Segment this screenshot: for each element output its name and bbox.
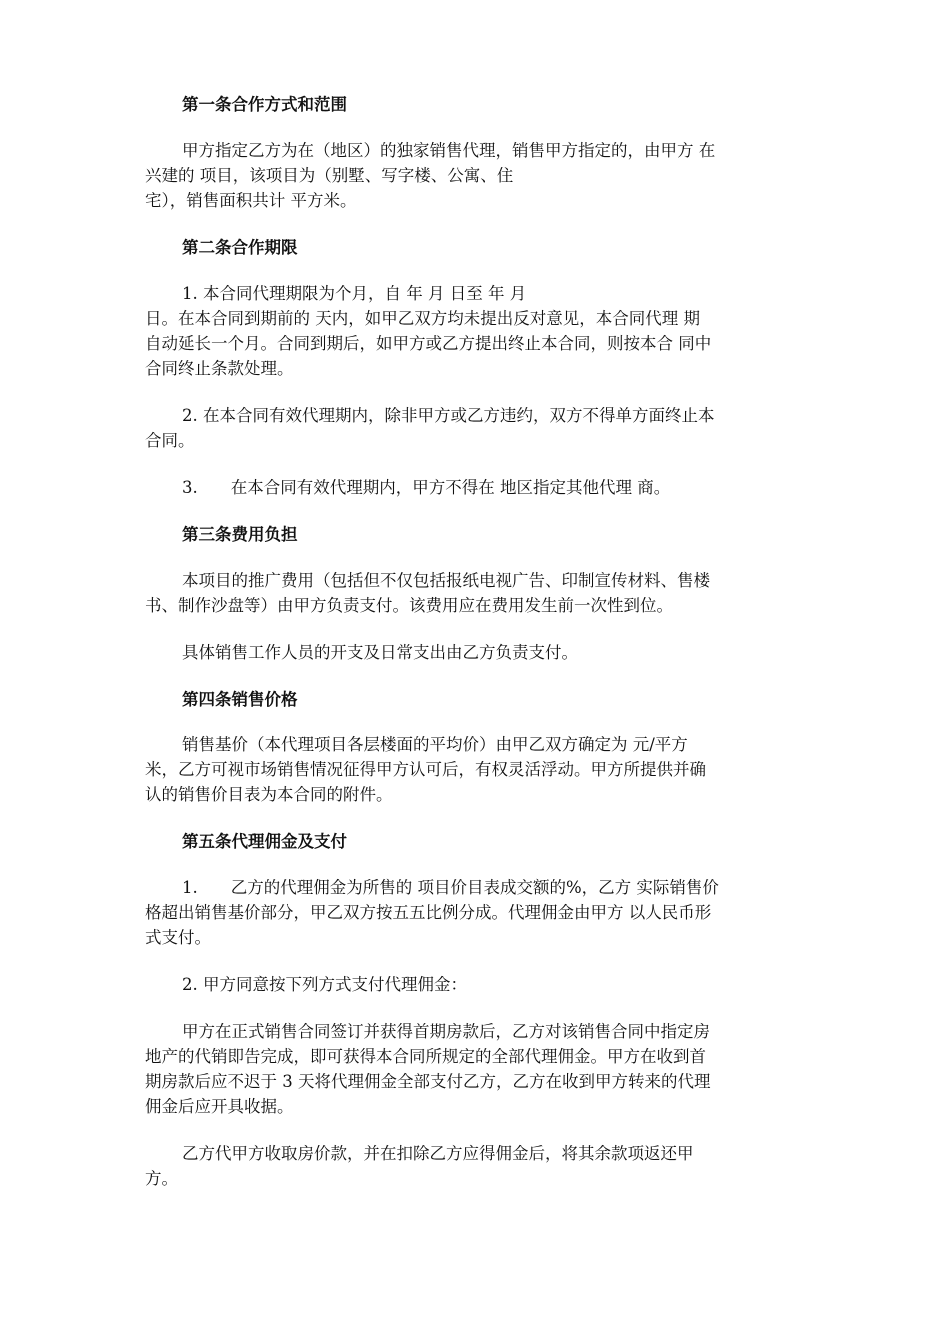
- paragraph-line: 销售基价（本代理项目各层楼面的平均价）由甲乙双方确定为 元/平方: [182, 735, 688, 754]
- article-4-heading: 第四条销售价格: [182, 690, 298, 709]
- article-3-paragraph-2: [145, 640, 809, 665]
- article-3-heading: 第三条费用负担: [182, 525, 298, 544]
- paragraph-line: 合同终止条款处理。: [145, 359, 294, 378]
- article-2-item-2: [145, 403, 809, 453]
- paragraph-line: 甲方在正式销售合同签订并获得首期房款后，乙方对该销售合同中指定房: [182, 1022, 710, 1041]
- paragraph-line: 具体销售工作人员的开支及日常支出由乙方负责支付。: [182, 643, 578, 662]
- paragraph-line: 兴建的 项目，该项目为（别墅、写字楼、公寓、住: [145, 166, 514, 185]
- article-1-heading: 第一条合作方式和范围: [182, 95, 347, 114]
- paragraph-line: 2. 甲方同意按下列方式支付代理佣金：: [182, 975, 467, 994]
- paragraph-line: 地产的代销即告完成，即可获得本合同所规定的全部代理佣金。甲方在收到首: [145, 1047, 706, 1066]
- paragraph-line: 佣金后应开具收据。: [145, 1097, 294, 1116]
- paragraph-line: 米，乙方可视市场销售情况征得甲方认可后，有权灵活浮动。甲方所提供并确: [145, 760, 706, 779]
- article-5-paragraph-1: [145, 1019, 809, 1119]
- paragraph-line: 3. 在本合同有效代理期内，甲方不得在 地区指定其他代理 商。: [182, 478, 671, 497]
- paragraph-line: 宅），销售面积共计 平方米。: [145, 191, 357, 210]
- article-2-heading: 第二条合作期限: [182, 238, 298, 257]
- paragraph-line: 日。在本合同到期前的 天内，如甲乙双方均未提出反对意见，本合同代理 期: [145, 309, 700, 328]
- article-5-item-1: [145, 875, 809, 950]
- paragraph-line: 认的销售价目表为本合同的附件。: [145, 785, 393, 804]
- paragraph-line: 本项目的推广费用（包括但不仅包括报纸电视广告、印制宣传材料、售楼: [182, 571, 710, 590]
- paragraph-line: 书、制作沙盘等）由甲方负责支付。该费用应在费用发生前一次性到位。: [145, 596, 673, 615]
- paragraph-line: 1. 本合同代理期限为个月，自 年 月 日至 年 月: [182, 284, 527, 303]
- paragraph-line: 式支付。: [145, 928, 211, 947]
- article-5-heading: 第五条代理佣金及支付: [182, 832, 347, 851]
- article-1-paragraph: [145, 138, 809, 213]
- article-2-item-3: [145, 475, 809, 500]
- paragraph-line: 1. 乙方的代理佣金为所售的 项目价目表成交额的%，乙方 实际销售价: [182, 878, 719, 897]
- article-3-paragraph-1: [145, 568, 809, 618]
- paragraph-line: 甲方指定乙方为在（地区）的独家销售代理，销售甲方指定的，由甲方 在: [182, 141, 716, 160]
- article-5-item-2: [145, 972, 809, 997]
- paragraph-line: 方。: [145, 1169, 178, 1188]
- article-4-paragraph: [145, 732, 809, 807]
- article-2-item-1: [145, 281, 809, 381]
- paragraph-line: 合同。: [145, 431, 195, 450]
- article-5-paragraph-2: [145, 1141, 809, 1191]
- paragraph-line: 乙方代甲方收取房价款，并在扣除乙方应得佣金后，将其余款项返还甲: [182, 1144, 694, 1163]
- document-page: [145, 92, 809, 1191]
- paragraph-line: 自动延长一个月。合同到期后，如甲方或乙方提出终止本合同，则按本合 同中: [145, 334, 712, 353]
- paragraph-line: 2. 在本合同有效代理期内，除非甲方或乙方违约，双方不得单方面终止本: [182, 406, 715, 425]
- paragraph-line: 格超出销售基价部分，甲乙双方按五五比例分成。代理佣金由甲方 以人民币形: [145, 903, 712, 922]
- paragraph-line: 期房款后应不迟于 3 天将代理佣金全部支付乙方，乙方在收到甲方转来的代理: [145, 1072, 711, 1091]
